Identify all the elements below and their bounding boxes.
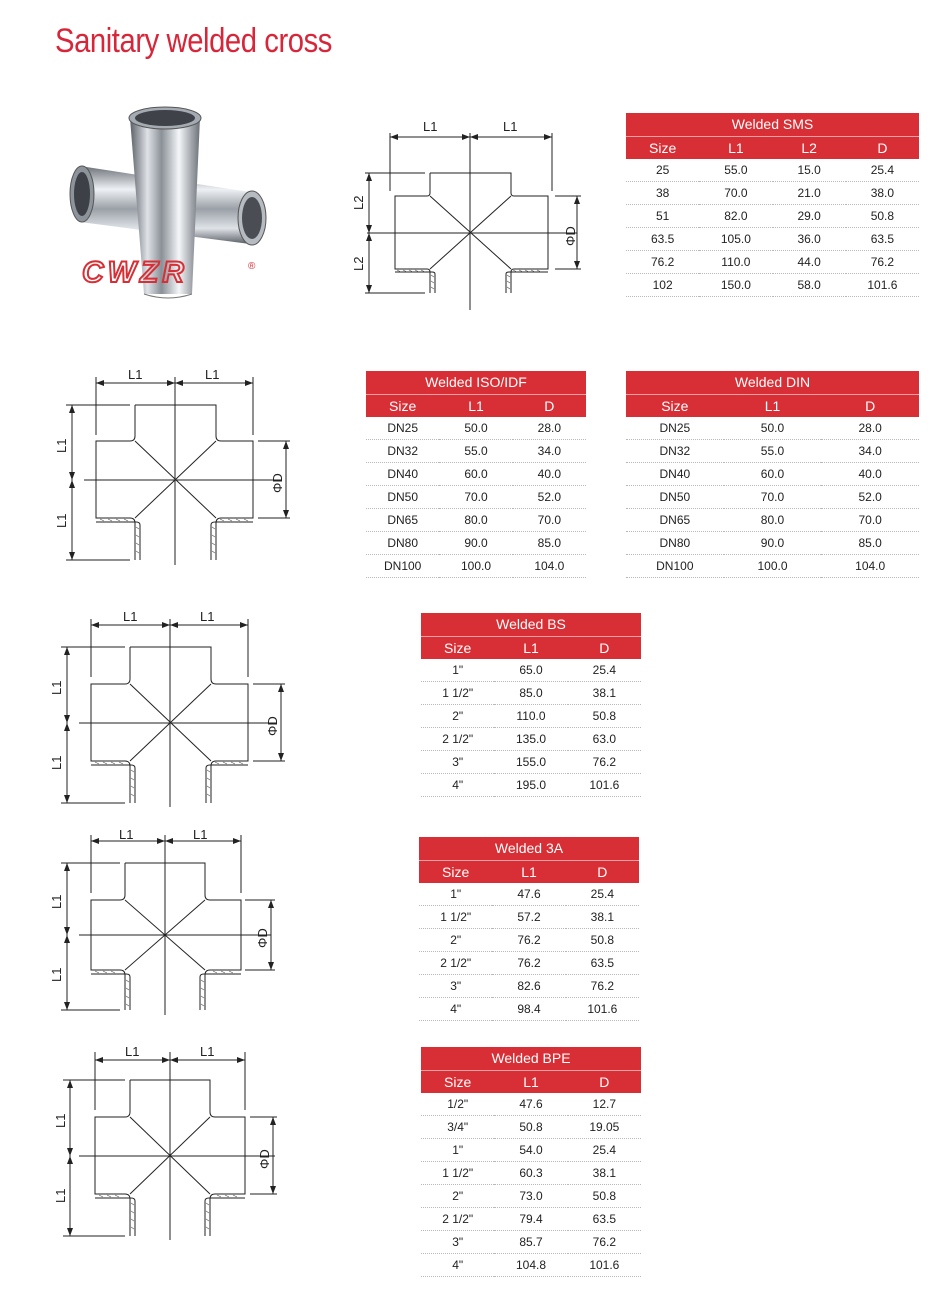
table-row [626,205,919,228]
table-cell: 25.4 [568,1139,641,1162]
table-body [421,659,641,797]
table-cell: 101.6 [846,274,919,297]
page-title: Sanitary welded cross [55,22,333,60]
column-header: D [513,395,586,417]
brand-logo: CWZR [82,256,188,289]
table-cell: 70.0 [513,509,586,532]
table-cell: 76.2 [566,975,639,998]
table-cell: 38.0 [846,182,919,205]
table-cell: 70.0 [724,486,822,509]
table-cell: 104.0 [821,555,919,578]
table-row [421,1139,641,1162]
table-welded-sms [626,113,919,297]
table-cell: 28.0 [513,417,586,440]
table-cell: 38 [626,182,699,205]
table-cell: DN100 [366,555,439,578]
table-body [366,417,586,578]
table-row [366,509,586,532]
table-cell: 44.0 [773,251,846,274]
table-row [421,751,641,774]
table-cell: 57.2 [492,906,565,929]
table-cell: 4" [421,1254,494,1277]
table-cell: 25.4 [566,883,639,906]
table-row [421,659,641,682]
table-cell: 1 1/2" [419,906,492,929]
table-row [419,883,639,906]
table-cell: 38.1 [568,1162,641,1185]
table-cell: 3" [419,975,492,998]
table-row [626,440,919,463]
table-cell: 2" [421,705,494,728]
table-cell: DN32 [626,440,724,463]
column-header: Size [626,137,699,159]
table-row [626,555,919,578]
column-header: Size [421,1071,494,1093]
table-cell: 25 [626,159,699,182]
table-cell: 2 1/2" [421,1208,494,1231]
dim-label-l1-right: L1 [205,367,220,382]
dim-label-l1-bottom: L1 [49,755,64,770]
table-row [421,682,641,705]
dim-label-l1-top: L1 [54,438,69,453]
table-row [626,532,919,555]
table-welded-din [626,371,919,578]
table-cell: 82.0 [699,205,772,228]
table-title: Welded BS [421,613,641,637]
dim-label-l1-right: L1 [193,827,208,842]
table-cell: 47.6 [494,1093,567,1116]
table-cell: 104.0 [513,555,586,578]
table-cell: 98.4 [492,998,565,1021]
table-row [366,440,586,463]
table-cell: 63.0 [568,728,641,751]
table-row [421,1231,641,1254]
table-cell: 100.0 [439,555,512,578]
table-cell: DN80 [366,532,439,555]
table-cell: 90.0 [724,532,822,555]
column-header: D [566,861,639,883]
table-cell: DN65 [626,509,724,532]
table-cell: 47.6 [492,883,565,906]
dim-label-l1-top: L1 [49,894,64,909]
table-cell: 36.0 [773,228,846,251]
table-cell: 63.5 [626,228,699,251]
table-cell: 55.0 [439,440,512,463]
table-cell: 76.2 [492,929,565,952]
table-cell: 25.4 [568,659,641,682]
table-row [419,975,639,998]
table-cell: 3" [421,1231,494,1254]
table-cell: 85.0 [821,532,919,555]
table-cell: 50.8 [566,929,639,952]
table-cell: DN40 [626,463,724,486]
table-row [421,1162,641,1185]
column-header: D [568,637,641,659]
column-header: D [568,1071,641,1093]
table-cell: 104.8 [494,1254,567,1277]
bpe-cross-drawing [45,1040,295,1245]
dim-label-diameter: ΦD [257,1149,272,1169]
column-header: Size [626,395,724,417]
column-header: D [821,395,919,417]
table-cell: DN25 [366,417,439,440]
table-title: Welded BPE [421,1047,641,1071]
table-header-row [626,395,919,417]
dim-label-l1-right: L1 [200,609,215,624]
table-welded-bs [421,613,641,797]
table-cell: 1" [421,659,494,682]
table-cell: 85.7 [494,1231,567,1254]
table-cell: 70.0 [821,509,919,532]
table-cell: 85.0 [513,532,586,555]
table-cell: 100.0 [724,555,822,578]
column-header: L1 [494,637,567,659]
dim-label-l1-bottom: L1 [49,967,64,982]
dim-label-l2-bottom: L2 [351,256,366,271]
table-cell: 101.6 [568,774,641,797]
table-welded-3a [419,837,639,1021]
table-row [421,728,641,751]
table-row [366,532,586,555]
column-header: L1 [494,1071,567,1093]
table-cell: 12.7 [568,1093,641,1116]
dim-label-l1-left: L1 [128,367,143,382]
dim-label-l1-top: L1 [49,680,64,695]
table-row [626,182,919,205]
table-cell: 1 1/2" [421,682,494,705]
table-body [626,417,919,578]
dim-label-l1-bottom: L1 [53,1188,68,1203]
dim-label-l1-top: L1 [53,1113,68,1128]
table-cell: DN80 [626,532,724,555]
dim-label-l2-top: L2 [351,195,366,210]
table-cell: 70.0 [699,182,772,205]
table-row [419,952,639,975]
table-cell: 4" [421,774,494,797]
cross-fitting-photo [62,104,282,299]
dim-label-l1-left: L1 [123,609,138,624]
table-cell: 82.6 [492,975,565,998]
table-cell: 195.0 [494,774,567,797]
table-cell: 65.0 [494,659,567,682]
table-row [421,1254,641,1277]
table-row [626,509,919,532]
table-cell: 15.0 [773,159,846,182]
table-row [366,555,586,578]
table-cell: 80.0 [724,509,822,532]
table-cell: 28.0 [821,417,919,440]
column-header: L1 [699,137,772,159]
3a-cross-drawing [45,825,295,1020]
table-header-row [626,137,919,159]
table-row [421,1116,641,1139]
table-cell: 105.0 [699,228,772,251]
table-cell: 80.0 [439,509,512,532]
table-body [419,883,639,1021]
table-cell: 34.0 [513,440,586,463]
table-header-row [419,861,639,883]
table-header-row [421,637,641,659]
table-header-row [366,395,586,417]
column-header: L1 [492,861,565,883]
table-cell: 63.5 [566,952,639,975]
dim-label-l1-right: L1 [503,119,518,134]
table-cell: 70.0 [439,486,512,509]
dim-label-l1-bottom: L1 [54,513,69,528]
table-cell: 21.0 [773,182,846,205]
column-header: Size [419,861,492,883]
table-cell: DN50 [366,486,439,509]
table-cell: 50.0 [439,417,512,440]
column-header: Size [366,395,439,417]
table-cell: 50.0 [724,417,822,440]
table-cell: 76.2 [492,952,565,975]
table-cell: DN25 [626,417,724,440]
table-row [626,486,919,509]
table-cell: 63.5 [846,228,919,251]
column-header: L1 [439,395,512,417]
table-cell: 2" [421,1185,494,1208]
bs-cross-drawing [45,607,295,812]
table-cell: 3/4" [421,1116,494,1139]
table-cell: 90.0 [439,532,512,555]
table-cell: 155.0 [494,751,567,774]
table-cell: 34.0 [821,440,919,463]
product-photo [62,104,282,299]
dim-label-diameter: ΦD [563,226,578,246]
table-cell: 50.8 [846,205,919,228]
dim-label-l1-left: L1 [423,119,438,134]
table-cell: 50.8 [494,1116,567,1139]
table-row [421,1208,641,1231]
table-cell: 2 1/2" [421,728,494,751]
table-row [626,274,919,297]
table-cell: 2 1/2" [419,952,492,975]
table-welded-bpe [421,1047,641,1277]
dim-label-diameter: ΦD [270,473,285,493]
table-row [626,251,919,274]
table-cell: 2" [419,929,492,952]
dim-label-l1-left: L1 [119,827,134,842]
table-cell: 85.0 [494,682,567,705]
table-cell: DN65 [366,509,439,532]
table-row [626,417,919,440]
table-cell: 76.2 [846,251,919,274]
table-cell: 40.0 [821,463,919,486]
dim-label-diameter: ΦD [265,716,280,736]
table-cell: 55.0 [724,440,822,463]
table-welded-iso-idf [366,371,586,578]
table-row [626,228,919,251]
table-cell: 79.4 [494,1208,567,1231]
table-row [421,1185,641,1208]
table-title: Welded SMS [626,113,919,137]
table-row [419,906,639,929]
table-cell: 110.0 [494,705,567,728]
table-cell: 76.2 [568,1231,641,1254]
column-header: L1 [724,395,822,417]
column-header: Size [421,637,494,659]
table-row [366,417,586,440]
table-cell: 60.0 [724,463,822,486]
table-cell: 1" [419,883,492,906]
table-cell: 38.1 [566,906,639,929]
table-cell: 60.0 [439,463,512,486]
table-row [421,774,641,797]
table-cell: 135.0 [494,728,567,751]
table-cell: 150.0 [699,274,772,297]
dim-label-l1-right: L1 [200,1044,215,1059]
table-header-row [421,1071,641,1093]
table-row [626,463,919,486]
table-row [419,929,639,952]
table-row [366,486,586,509]
table-cell: 19.05 [568,1116,641,1139]
sms-cross-drawing [345,115,595,315]
table-cell: 25.4 [846,159,919,182]
table-cell: 50.8 [568,705,641,728]
table-cell: 51 [626,205,699,228]
table-cell: DN32 [366,440,439,463]
table-cell: DN40 [366,463,439,486]
column-header: L2 [773,137,846,159]
table-cell: 38.1 [568,682,641,705]
table-cell: 40.0 [513,463,586,486]
table-cell: 1" [421,1139,494,1162]
table-cell: 3" [421,751,494,774]
table-cell: 1 1/2" [421,1162,494,1185]
table-body [626,159,919,297]
table-row [421,1093,641,1116]
table-row [366,463,586,486]
table-cell: 110.0 [699,251,772,274]
table-title: Welded 3A [419,837,639,861]
table-cell: 102 [626,274,699,297]
table-cell: 58.0 [773,274,846,297]
table-row [626,159,919,182]
table-title: Welded DIN [626,371,919,395]
table-cell: 76.2 [568,751,641,774]
column-header: D [846,137,919,159]
table-cell: 101.6 [568,1254,641,1277]
registered-mark: ® [248,261,256,272]
table-cell: 54.0 [494,1139,567,1162]
table-cell: 76.2 [626,251,699,274]
table-cell: 60.3 [494,1162,567,1185]
table-cell: 4" [419,998,492,1021]
dim-label-diameter: ΦD [255,928,270,948]
table-cell: 50.8 [568,1185,641,1208]
table-body [421,1093,641,1277]
iso-cross-drawing [50,365,300,570]
table-cell: 101.6 [566,998,639,1021]
dim-label-l1-left: L1 [125,1044,140,1059]
table-cell: 1/2" [421,1093,494,1116]
table-row [419,998,639,1021]
table-row [421,705,641,728]
table-cell: 63.5 [568,1208,641,1231]
table-title: Welded ISO/IDF [366,371,586,395]
table-cell: 29.0 [773,205,846,228]
table-cell: DN50 [626,486,724,509]
table-cell: 73.0 [494,1185,567,1208]
table-cell: DN100 [626,555,724,578]
table-cell: 52.0 [821,486,919,509]
table-cell: 52.0 [513,486,586,509]
table-cell: 55.0 [699,159,772,182]
